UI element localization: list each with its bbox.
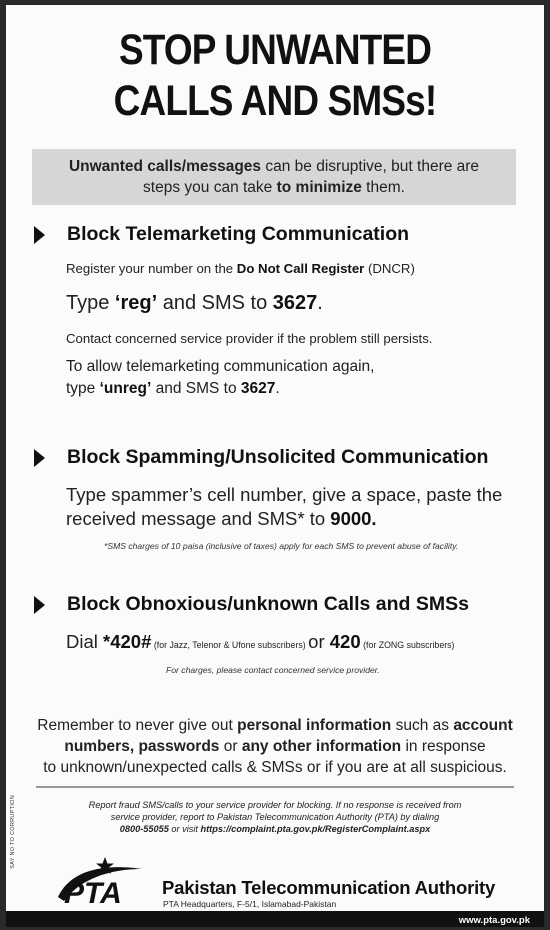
dial-code-420: 420 [329,631,361,652]
spam-instruction [66,483,502,531]
section-obnoxious-heading [34,593,524,616]
reg-end: . [317,292,323,314]
dial-instruction [66,631,454,653]
intro-emphasis-2: to minimize [276,179,362,196]
unreg-line-1: To allow telemarketing communication again, [66,358,375,375]
section-spamming-heading [34,446,524,469]
unreg-type-word: type [66,380,100,397]
report-fraud-text [6,799,544,835]
unreg-end: . [275,380,280,397]
remember-warning [6,715,544,778]
section-telemarketing-heading [34,223,524,246]
footer-bar [6,911,544,927]
organization-name: Pakistan Telecommunication Authority [162,877,496,898]
pta-logo [50,857,150,911]
or-word: or [308,631,330,652]
headline-line-2: CALLS AND SMSs! [113,77,437,125]
register-bold: Do Not Call Register [236,261,365,276]
reg-mid-text: and SMS to [157,292,273,314]
report-line-2: service provider, report to Pakistan Telecommunication Authority (PTA) by dialing [110,812,440,822]
remember-bold-2: account [453,717,513,734]
headline-line-1: STOP UNWANTED [118,26,432,74]
remember-line-3: to unknown/unexpected calls & SMSs or if you are at all suspicious. [43,759,507,776]
unreg-instruction [66,356,374,400]
intro-emphasis-1: Unwanted calls/messages [68,158,262,175]
reg-instruction [66,292,323,315]
pta-logo-text: PTA [64,877,122,910]
remember-text-3: or [219,738,242,755]
unreg-keyword: ‘unreg’ [99,380,152,397]
sms-charges-note: *SMS charges of 10 paisa (inclusive of taxes) apply for each SMS to prevent abuse of facility. [104,541,459,551]
spam-shortcode: 9000. [330,508,377,529]
section-heading-text: Block Obnoxious/unknown Calls and SMSs [67,593,469,615]
register-prefix: Register your number on the [66,261,237,276]
section-heading-text: Block Telemarketing Communication [67,223,410,245]
divider-line [36,786,514,788]
reg-type-word: Type [66,292,115,314]
remember-bold-3: numbers, passwords [64,738,220,755]
reg-keyword: ‘reg’ [114,292,158,314]
remember-bold-4: any other information [241,738,402,755]
remember-text-4: in response [401,738,486,755]
section-heading-text: Block Spamming/Unsolicited Communication [67,446,489,468]
intro-text-3: them. [361,179,405,196]
contact-provider-text: Contact concerned service provider if the problem still persists. [66,331,433,346]
helpline-number: 0800-55055 [119,824,169,834]
spam-line-2: received message and SMS* to [66,508,331,529]
complaint-url-link[interactable]: https://complaint.pta.gov.pk/RegisterComplaint.aspx [200,824,431,834]
remember-text-2: such as [391,717,454,734]
report-line-1: Report fraud SMS/calls to your service provider for blocking. If no response is received from [88,800,462,810]
say-no-to-corruption-note: SAY NO TO CORRUPTION [10,795,16,869]
dncr-register-text [66,261,415,276]
remember-bold-1: personal information [237,717,392,734]
intro-banner [32,149,516,205]
remember-text-1: Remember to never give out [37,717,238,734]
register-suffix: (DNCR) [364,261,415,276]
intro-text-2: steps you can take [143,179,277,196]
website-link[interactable]: www.pta.gov.pk [458,915,530,926]
dial-code-2-note: (for ZONG subscribers) [360,640,455,650]
reg-shortcode: 3627 [272,292,318,314]
intro-text-1: can be disruptive, but there are [261,158,480,175]
report-line-3-mid: or visit [168,824,201,834]
headline [6,25,544,127]
dial-code-420-hash: *420# [103,631,152,652]
spam-line-1: Type spammer’s cell number, give a space, paste the [66,484,503,505]
unreg-shortcode: 3627 [240,380,276,397]
dial-word: Dial [66,631,104,652]
bullet-triangle-icon [34,449,45,467]
dial-code-1-note: (for Jazz, Telenor & Ufone subscribers) [151,640,309,650]
bullet-triangle-icon [34,226,45,244]
bullet-triangle-icon [34,596,45,614]
unreg-mid-text: and SMS to [151,380,241,397]
organization-address: PTA Headquarters, F-5/1, Islamabad-Pakistan [163,899,337,909]
charges-note: For charges, please contact concerned service provider. [166,665,380,675]
